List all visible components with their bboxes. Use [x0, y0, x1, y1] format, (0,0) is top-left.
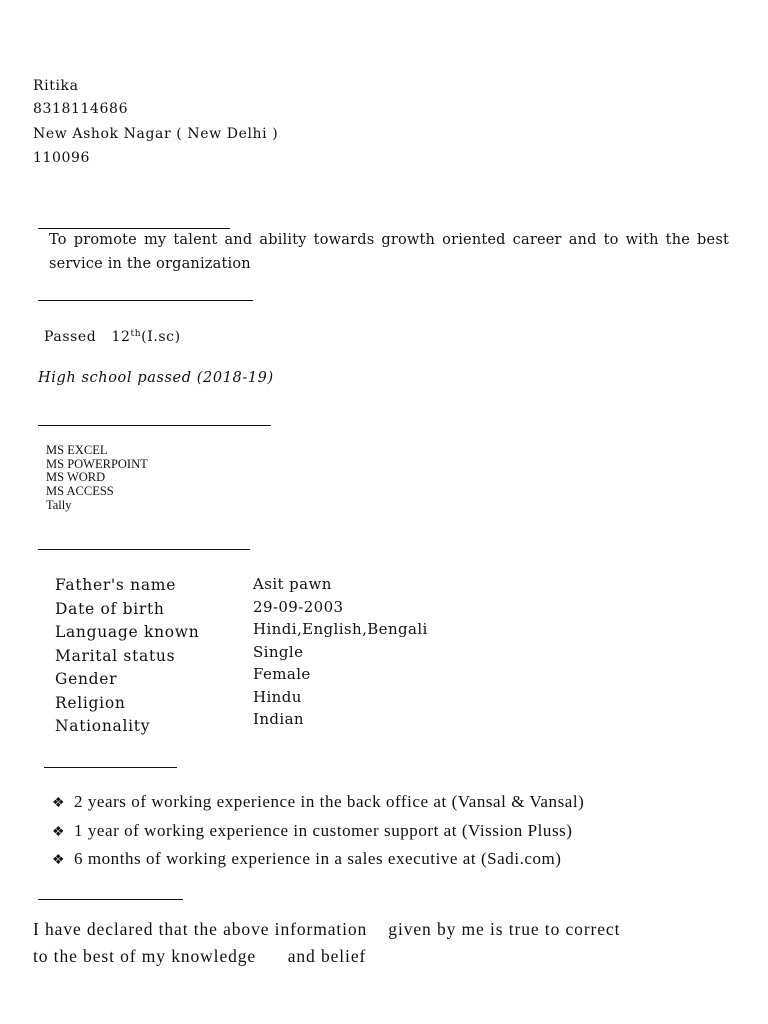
personal-labels [55, 574, 199, 739]
value-nationality: Indian [253, 710, 304, 728]
skill-item: MS EXCEL [46, 443, 108, 457]
experience-list [52, 789, 584, 875]
skill-item: MS POWERPOINT [46, 456, 148, 471]
skill-item: MS WORD [46, 470, 106, 485]
value-religion: Hindu [253, 687, 302, 706]
objective-text: To promote my talent and ability towards growth oriented career and to with the best service in the organization [49, 232, 729, 272]
declaration-text [33, 916, 753, 969]
experience-text: 6 months of working experience in a sales executive at (Sadi.com) [74, 849, 562, 868]
education-grade: 12 [111, 329, 131, 345]
label-religion: Religion [55, 693, 126, 712]
diamond-bullet-icon: ❖ [52, 853, 66, 868]
skills-divider [38, 425, 271, 426]
candidate-name: Ritika [33, 78, 79, 94]
education-stream: (I.sc) [141, 329, 181, 345]
label-gender: Gender [55, 670, 118, 688]
declaration-line: I have declared that the above information given by me is true to correct [33, 919, 621, 939]
diamond-bullet-icon: ❖ [52, 824, 66, 840]
education-passed-label: Passed [44, 329, 97, 345]
diamond-bullet-icon: ❖ [52, 796, 66, 811]
label-nationality: Nationality [55, 717, 151, 735]
personal-values [253, 573, 428, 731]
label-fathers-name: Father's name [55, 576, 177, 594]
label-marital-status: Marital status [55, 646, 176, 665]
label-date-of-birth: Date of birth [55, 599, 165, 618]
experience-divider [44, 767, 177, 768]
declaration-divider [38, 899, 183, 900]
address: New Ashok Nagar ( New Delhi ) [33, 126, 279, 142]
experience-item [52, 789, 584, 818]
declaration-line: to the best of my knowledge and belief [33, 945, 367, 966]
value-language-known: Hindi,English,Bengali [253, 620, 428, 638]
education-high-school: High school passed (2018-19) [38, 370, 274, 386]
experience-item [52, 818, 584, 847]
skill-item: Tally [46, 497, 72, 512]
value-fathers-name: Asit pawn [253, 575, 332, 593]
skill-item: MS ACCESS [46, 484, 114, 499]
experience-item [52, 846, 584, 875]
experience-text: 2 years of working experience in the back office at (Vansal & Vansal) [74, 792, 585, 811]
value-marital-status: Single [253, 642, 304, 661]
education-divider [38, 300, 253, 301]
skills-list [46, 444, 148, 513]
pincode: 110096 [33, 150, 91, 166]
value-gender: Female [253, 665, 311, 683]
value-date-of-birth: 29-09-2003 [253, 597, 344, 616]
phone-number: 8318114686 [33, 101, 129, 117]
experience-text: 1 year of working experience in customer support at (Vission Pluss) [74, 820, 573, 840]
education-12th [44, 329, 181, 345]
education-grade-suffix: th [130, 329, 142, 339]
personal-divider [38, 549, 250, 550]
label-language-known: Language known [55, 623, 200, 641]
